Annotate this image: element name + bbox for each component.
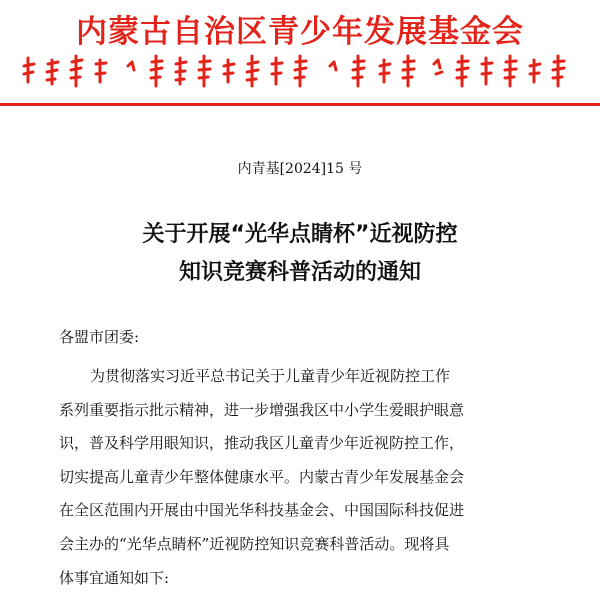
title-line: 关于开展“光华点睛杯”近视防控 — [142, 222, 458, 247]
paragraph-line: 切实提高儿童青少年整体健康水平。内蒙古青少年发展基金会 — [59, 467, 465, 486]
title-line: 知识竞赛科普活动的通知 — [178, 260, 421, 285]
recipient-salutation: 各盟市团委: — [59, 328, 140, 346]
mongolian-script-logo — [22, 52, 578, 90]
organization-name: 内蒙古自治区青少年发展基金会 — [76, 14, 524, 50]
body-paragraph — [59, 360, 579, 595]
letterhead — [0, 0, 600, 112]
paragraph-line: 系列重要指示批示精神，进一步增强我区中小学生爱眼护眼意 — [59, 400, 465, 419]
paragraph-line: 识，普及科学用眼知识，推动我区儿童青少年近视防控工作， — [59, 434, 465, 453]
document-title — [0, 216, 600, 292]
paragraph-line: 体事宜通知如下: — [59, 568, 170, 587]
red-header-divider — [0, 103, 600, 106]
document-number: 内青基[2024]15 号 — [237, 161, 363, 177]
paragraph-line: 会主办的“光华点睛杯”近视防控知识竞赛科普活动。现将具 — [59, 534, 450, 553]
paragraph-line: 在全区范围内开展由中国光华科技基金会、中国国际科技促进 — [59, 501, 465, 520]
paragraph-line: 为贯彻落实习近平总书记关于儿童青少年近视防控工作 — [90, 367, 451, 385]
